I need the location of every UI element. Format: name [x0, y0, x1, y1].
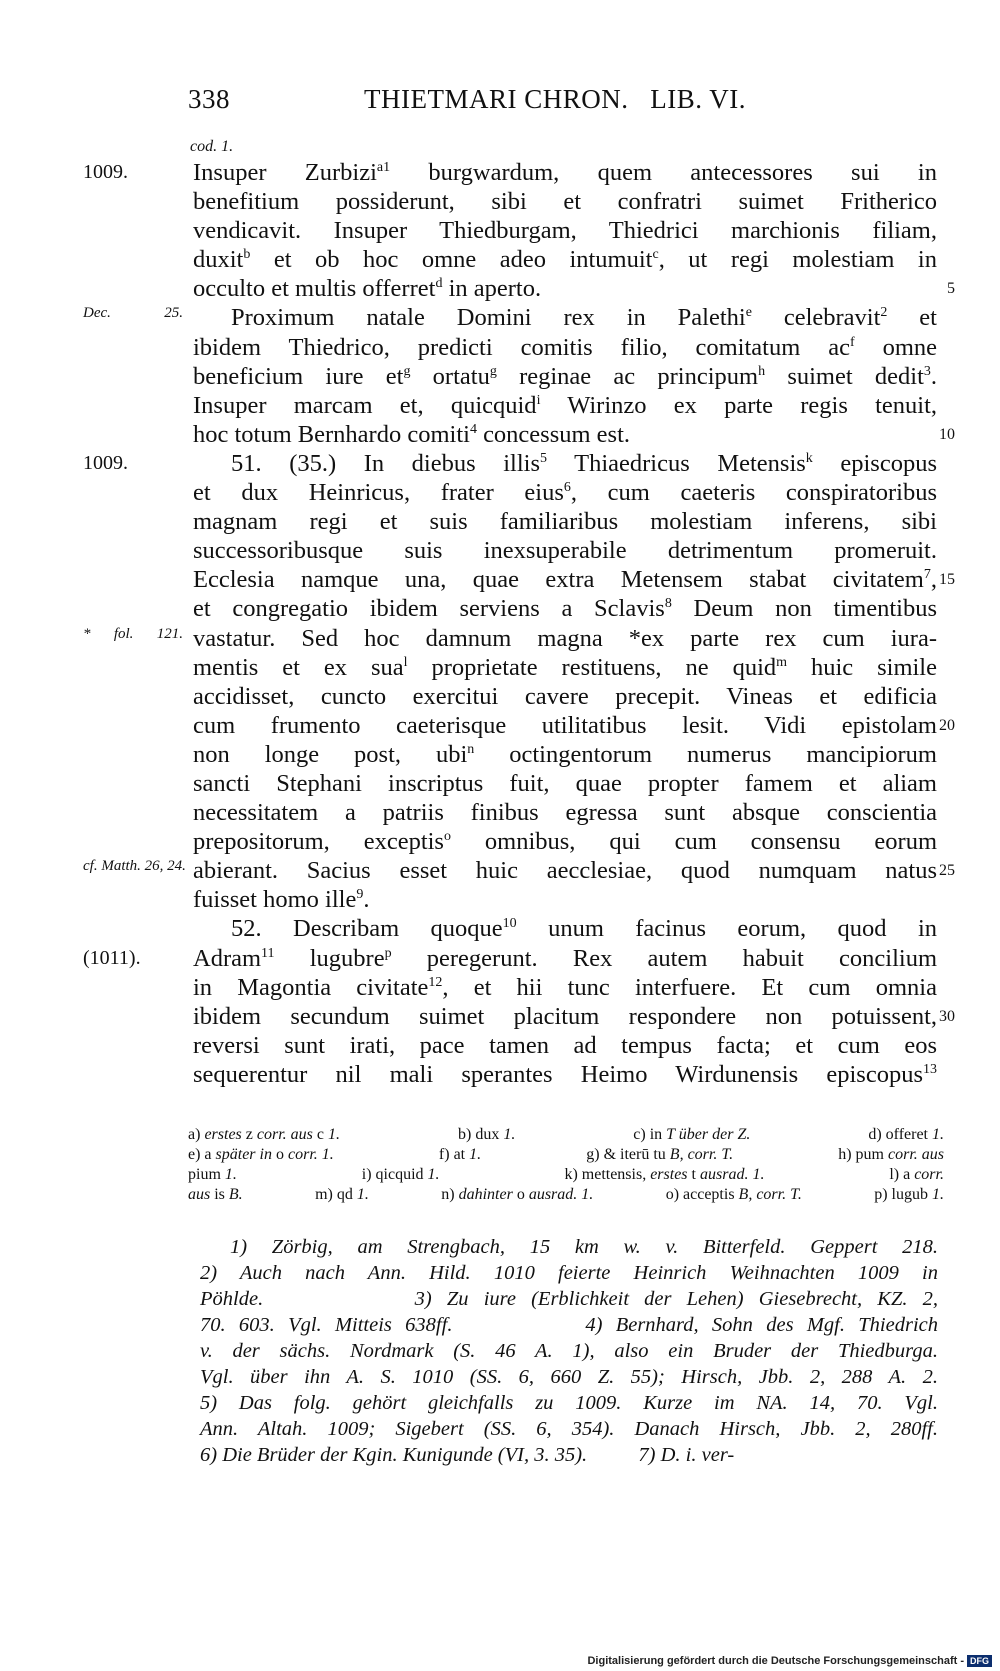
text-line [193, 1031, 937, 1060]
variant-entry: n) dahinter o ausrad. 1. [441, 1186, 594, 1203]
text-line [193, 391, 937, 420]
variant-row [188, 1125, 944, 1145]
text-line [193, 594, 937, 623]
footnote-line: 2) Auch nach Ann. Hild. 1010 feierte Heinrich Weihnachten 1009 in [200, 1262, 938, 1284]
text-line [83, 944, 937, 973]
line-text: vendicavit. Insuper Thiedburgam, Thiedrici marchionis filiam, [193, 217, 937, 245]
line-text: mentis et ex sua$^l$ proprietate restituens, ne quid$^m$ huic simile [193, 653, 937, 681]
footnote-line: v. der sächs. Nordmark (S. 46 A. 1), also ein Bruder der Thiedburga. [200, 1340, 938, 1362]
line-text: reversi sunt irati, pace tamen ad tempus facta; et cum eos [193, 1031, 937, 1059]
line-text: accidisset, cuncto exercitui cavere precepit. Vineas et edificia [193, 682, 937, 710]
footnote-line: Vgl. über ihn A. S. 1010 (SS. 6, 660 Z. 55); Hirsch, Jbb. 2, 288 A. 2. [200, 1366, 938, 1388]
line-text: 52. Describam quoque$^{10}$ unum facinus eorum, quod in [231, 915, 937, 943]
footnote-line: 1) Zörbig, am Strengbach, 15 km w. v. Bitterfeld. Geppert 218. [230, 1236, 938, 1258]
footnotes [200, 1234, 938, 1468]
variant-readings [188, 1125, 944, 1205]
line-text: magnam regi et suis familiaribus molestiam inferens, sibi [193, 508, 937, 536]
text-line [83, 449, 937, 478]
variant-entry: a) erstes z corr. aus c 1. [188, 1126, 340, 1143]
line-number: 30 [939, 1007, 955, 1025]
text-line [193, 798, 937, 827]
variant-entry: m) qd 1. [315, 1186, 369, 1203]
footer-credit [587, 1655, 992, 1667]
variant-entry: aus is B. [188, 1186, 243, 1203]
text-line [83, 158, 937, 187]
running-title: THIETMARI CHRON. LIB. VI. [364, 84, 746, 114]
line-text: et dux Heinricus, frater eius$^6$, cum caeteris conspiratoribus [193, 479, 937, 507]
codex-note: cod. 1. [190, 138, 234, 155]
text-line [193, 478, 937, 507]
footnote-line: 5) Das folg. gehört gleichfalls zu 1009. Kurze im NA. 14, 70. Vgl. [200, 1392, 938, 1414]
line-text: et congregatio ibidem serviens a Sclavis$^8$ Deum non timentibus [193, 595, 937, 623]
margin-note: (1011). [83, 946, 141, 969]
line-text: hoc totum Bernhardo comiti$^4$ concessum est. [193, 420, 631, 448]
text-line [193, 536, 937, 565]
line-text: benefitium possiderunt, sibi et confratri suimet Fritherico [193, 188, 937, 216]
variant-row [188, 1165, 944, 1185]
text-line [193, 216, 937, 245]
text-line [193, 914, 937, 943]
line-text: in Magontia civitate$^{12}$, et hii tunc interfuere. Et cum omnia [193, 973, 937, 1001]
main-text [83, 158, 955, 1089]
line-text: Adram$^{11}$ lugubre$^p$ peregerunt. Rex autem habuit concilium [193, 944, 937, 972]
footnote-line: 70. 603. Vgl. Mitteis 638ff. 4) Bernhard, Sohn des Mgf. Thiedrich [200, 1314, 938, 1336]
text-line [83, 303, 937, 332]
line-number: 5 [947, 280, 955, 298]
line-text: successoribusque suis inexsuperabile detrimentum promeruit. [193, 537, 937, 565]
line-text: Ecclesia namque una, quae extra Metensem stabat civitatem$^7$, [193, 566, 937, 594]
text-line [193, 187, 937, 216]
variant-entry: l) a corr. [889, 1166, 944, 1183]
line-text: vastatur. Sed hoc damnum magna *ex parte rex cum iura- [193, 624, 937, 652]
page-number: 338 [188, 84, 230, 114]
text-line [193, 274, 955, 303]
footnote-line: 6) Die Brüder der Kgin. Kunigunde (VI, 3. 35). 7) D. i. ver- [200, 1444, 735, 1466]
text-line [193, 362, 937, 391]
line-text: Insuper Zurbizi$^{a1}$ burgwardum, quem antecessores sui in [193, 159, 937, 186]
line-text: cum frumento caeterisque utilitatibus lesit. Vidi epistolam [193, 711, 937, 739]
footer-text: Digitalisierung gefördert durch die Deutsche Forschungsgemeinschaft - [587, 1655, 964, 1667]
variant-entry: e) a später in o corr. 1. [188, 1146, 334, 1163]
line-number: 25 [939, 862, 955, 880]
text-line [193, 973, 937, 1002]
variant-entry: i) qicquid 1. [361, 1166, 440, 1183]
line-number: 15 [939, 571, 955, 589]
variant-row [188, 1145, 944, 1165]
text-line [193, 769, 937, 798]
text-line [193, 507, 937, 536]
variant-entry: g) & iterū tu B, corr. T. [586, 1146, 734, 1163]
line-text: fuisset homo ille$^9$. [193, 886, 370, 914]
line-text: duxit$^b$ et ob hoc omne adeo intumuit$^c$, ut regi molestiam in [193, 246, 937, 274]
line-text: sancti Stephani inscriptus fuit, quae propter famem et aliam [193, 769, 937, 797]
text-line [193, 740, 937, 769]
line-number: 20 [939, 716, 955, 734]
line-text: Proximum natale Domini rex in Palethi$^e$ celebravit$^2$ et [231, 304, 937, 332]
margin-note: cf. Matth. 26, 24. [83, 858, 186, 875]
text-line [83, 624, 937, 653]
margin-note: 1009. [83, 161, 128, 183]
text-line [193, 653, 937, 682]
text-line [193, 827, 937, 856]
text-line [193, 1060, 937, 1089]
variant-entry: c) in T über der Z. [633, 1126, 751, 1143]
margin-note: Dec. 25. [83, 305, 183, 322]
variant-entry: k) mettensis, erstes t ausrad. 1. [564, 1166, 765, 1183]
margin-note: 1009. [83, 451, 128, 474]
line-text: ibidem secundum suimet placitum respondere non potuissent, [193, 1002, 937, 1030]
line-text: non longe post, ubi$^n$ octingentorum numerus mancipiorum [193, 740, 937, 768]
line-text: necessitatem a patriis finibus egressa sunt absque conscientia [193, 799, 937, 827]
variant-entry: b) dux 1. [457, 1126, 516, 1143]
text-line [193, 682, 937, 711]
text-line [193, 565, 955, 594]
line-number: 10 [939, 425, 955, 443]
text-line [193, 885, 937, 914]
line-text: abierant. Sacius esset huic aecclesiae, quod numquam natus [193, 857, 937, 885]
footnote-line: Pöhlde. 3) Zu iure (Erblichkeit der Lehen) Giesebrecht, KZ. 2, [200, 1288, 938, 1310]
variant-entry: d) offeret 1. [868, 1126, 944, 1143]
variant-entry: h) pum corr. aus [838, 1146, 944, 1163]
line-text: occulto et multis offerret$^d$ in aperto. [193, 275, 542, 303]
text-line [83, 856, 955, 885]
text-line [193, 333, 937, 362]
variant-entry: f) at 1. [438, 1146, 482, 1163]
line-text: sequerentur nil mali sperantes Heimo Wirdunensis episcopus$^{13}$ [193, 1060, 937, 1088]
text-line [193, 245, 937, 274]
line-text: Insuper marcam et, quicquid$^i$ Wirinzo ex parte regis tenuit, [193, 391, 937, 419]
line-text: ibidem Thiedrico, predicti comitis filio, comitatum $ac^f$ omne [193, 333, 937, 361]
text-line [193, 711, 955, 740]
variant-row [188, 1185, 944, 1205]
variant-entry: o) acceptis B, corr. T. [665, 1186, 802, 1203]
variant-entry: p) lugub 1. [874, 1186, 944, 1203]
line-text: beneficium iure $et^g$ ortatu$^g$ reginae ac principum$^h$ suimet dedit$^3$. [193, 362, 938, 390]
text-line [193, 1002, 955, 1031]
line-text: prepositorum, exceptis$^o$ omnibus, qui cum consensu eorum [193, 828, 937, 856]
variant-entry: pium 1. [188, 1166, 237, 1183]
margin-note: * fol. 121. [83, 625, 183, 642]
footnote-line: Ann. Altah. 1009; Sigebert (SS. 6, 354). Danach Hirsch, Jbb. 2, 280ff. [200, 1418, 938, 1440]
line-text: 51. (35.) In diebus illis$^5$ Thiaedricus Metensis$^k$ episcopus [231, 449, 937, 477]
text-line [193, 420, 955, 449]
dfg-logo: DFG [967, 1655, 992, 1667]
